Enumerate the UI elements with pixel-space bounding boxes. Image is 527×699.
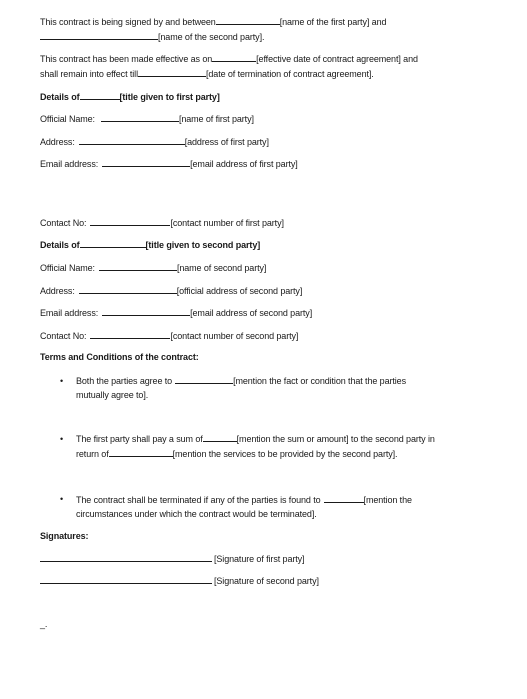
- intro-line-1: [40, 16, 386, 28]
- placeholder-hint: [effective date of contract agreement] and: [256, 54, 418, 64]
- blank-line: [79, 285, 177, 294]
- blank-line: [102, 158, 190, 167]
- placeholder-hint: [name of the second party].: [158, 32, 265, 42]
- first-party-contact: [40, 217, 284, 229]
- second-party-details: [40, 239, 260, 251]
- terms-text: The contract shall be terminated if any of the parties is found to: [76, 495, 321, 505]
- placeholder-hint: [title given to first party]: [119, 92, 220, 102]
- terms-item-3-line-2: circumstances under which the contract would be terminated].: [76, 509, 317, 519]
- signature-line: [40, 553, 212, 562]
- signature-first-party: [40, 553, 304, 565]
- terms-heading: Terms and Conditions of the contract:: [40, 352, 199, 362]
- second-party-contact: [40, 330, 298, 342]
- placeholder-hint: [Signature of second party]: [214, 576, 319, 586]
- signatures-heading: Signatures:: [40, 531, 89, 541]
- blank-line: [216, 16, 280, 25]
- signature-second-party: [40, 575, 319, 587]
- blank-line: [40, 31, 158, 40]
- placeholder-hint: [contact number of second party]: [170, 331, 299, 341]
- blank-line: [212, 53, 256, 62]
- terms-item-2-line-2: [76, 448, 397, 460]
- blank-line: [79, 136, 185, 145]
- blank-line: [175, 375, 233, 384]
- field-label: Address:: [40, 137, 75, 147]
- placeholder-hint: [official address of second party]: [176, 286, 303, 296]
- bullet-icon: •: [60, 434, 64, 444]
- placeholder-hint: [mention the: [363, 495, 412, 505]
- second-party-official-name: [40, 262, 266, 274]
- first-party-details: [40, 91, 220, 103]
- field-label: Official Name:: [40, 263, 95, 273]
- blank-line: [203, 433, 237, 442]
- terms-item-2-line-1: [76, 433, 435, 445]
- blank-line: [99, 262, 177, 271]
- field-label: Official Name:: [40, 114, 95, 124]
- placeholder-hint: [title given to second party]: [145, 240, 261, 250]
- blank-line: [102, 307, 190, 316]
- blank-line: [90, 330, 170, 339]
- second-party-email: [40, 307, 312, 319]
- terms-text: The first party shall pay a sum of: [76, 434, 203, 444]
- blank-line: [138, 68, 206, 77]
- placeholder-hint: [name of first party]: [178, 114, 254, 124]
- placeholder-hint: [date of termination of contract agreement].: [205, 69, 374, 79]
- field-label: Email address:: [40, 308, 99, 318]
- terms-item-1-line-1: [76, 375, 406, 387]
- placeholder-hint: [contact number of first party]: [170, 218, 284, 228]
- blank-line: [324, 494, 364, 503]
- terms-item-3-line-1: [76, 494, 412, 506]
- field-label: Contact No:: [40, 331, 87, 341]
- intro-text: This contract has been made effective as on: [40, 54, 213, 64]
- field-label: Contact No:: [40, 218, 87, 228]
- field-label: Email address:: [40, 159, 99, 169]
- blank-line: [109, 448, 173, 457]
- signature-line: [40, 575, 212, 584]
- placeholder-hint: [name of the first party] and: [279, 17, 387, 27]
- details-label: Details of: [40, 92, 80, 102]
- placeholder-hint: [name of second party]: [176, 263, 267, 273]
- placeholder-hint: [email address of second party]: [190, 308, 313, 318]
- blank-line: [80, 239, 146, 248]
- placeholder-hint: [mention the sum or amount] to the second party in: [236, 434, 435, 444]
- first-party-official-name: [40, 113, 254, 125]
- bullet-icon: •: [60, 376, 64, 386]
- blank-line: [90, 217, 170, 226]
- details-label: Details of: [40, 240, 80, 250]
- terms-text: Both the parties agree to: [76, 376, 173, 386]
- placeholder-hint: [mention the fact or condition that the parties: [233, 376, 406, 386]
- field-label: Address:: [40, 286, 75, 296]
- placeholder-hint: [Signature of first party]: [214, 554, 305, 564]
- intro-text: This contract is being signed by and between: [40, 17, 216, 27]
- intro-line-4: [40, 68, 374, 80]
- blank-line: [80, 91, 120, 100]
- intro-line-2: [40, 31, 264, 43]
- blank-line: [101, 113, 179, 122]
- terms-item-1-line-2: mutually agree to].: [76, 390, 149, 400]
- placeholder-hint: [email address of first party]: [190, 159, 298, 169]
- placeholder-hint: [mention the services to be provided by the second party].: [172, 449, 398, 459]
- second-party-address: [40, 285, 302, 297]
- placeholder-hint: [address of first party]: [184, 137, 269, 147]
- intro-text: shall remain into effect till: [40, 69, 138, 79]
- first-party-address: [40, 136, 269, 148]
- terms-text: return of: [76, 449, 109, 459]
- bullet-icon: •: [60, 494, 64, 504]
- footer-mark: _.: [40, 619, 48, 629]
- intro-line-3: [40, 53, 418, 65]
- first-party-email: [40, 158, 298, 170]
